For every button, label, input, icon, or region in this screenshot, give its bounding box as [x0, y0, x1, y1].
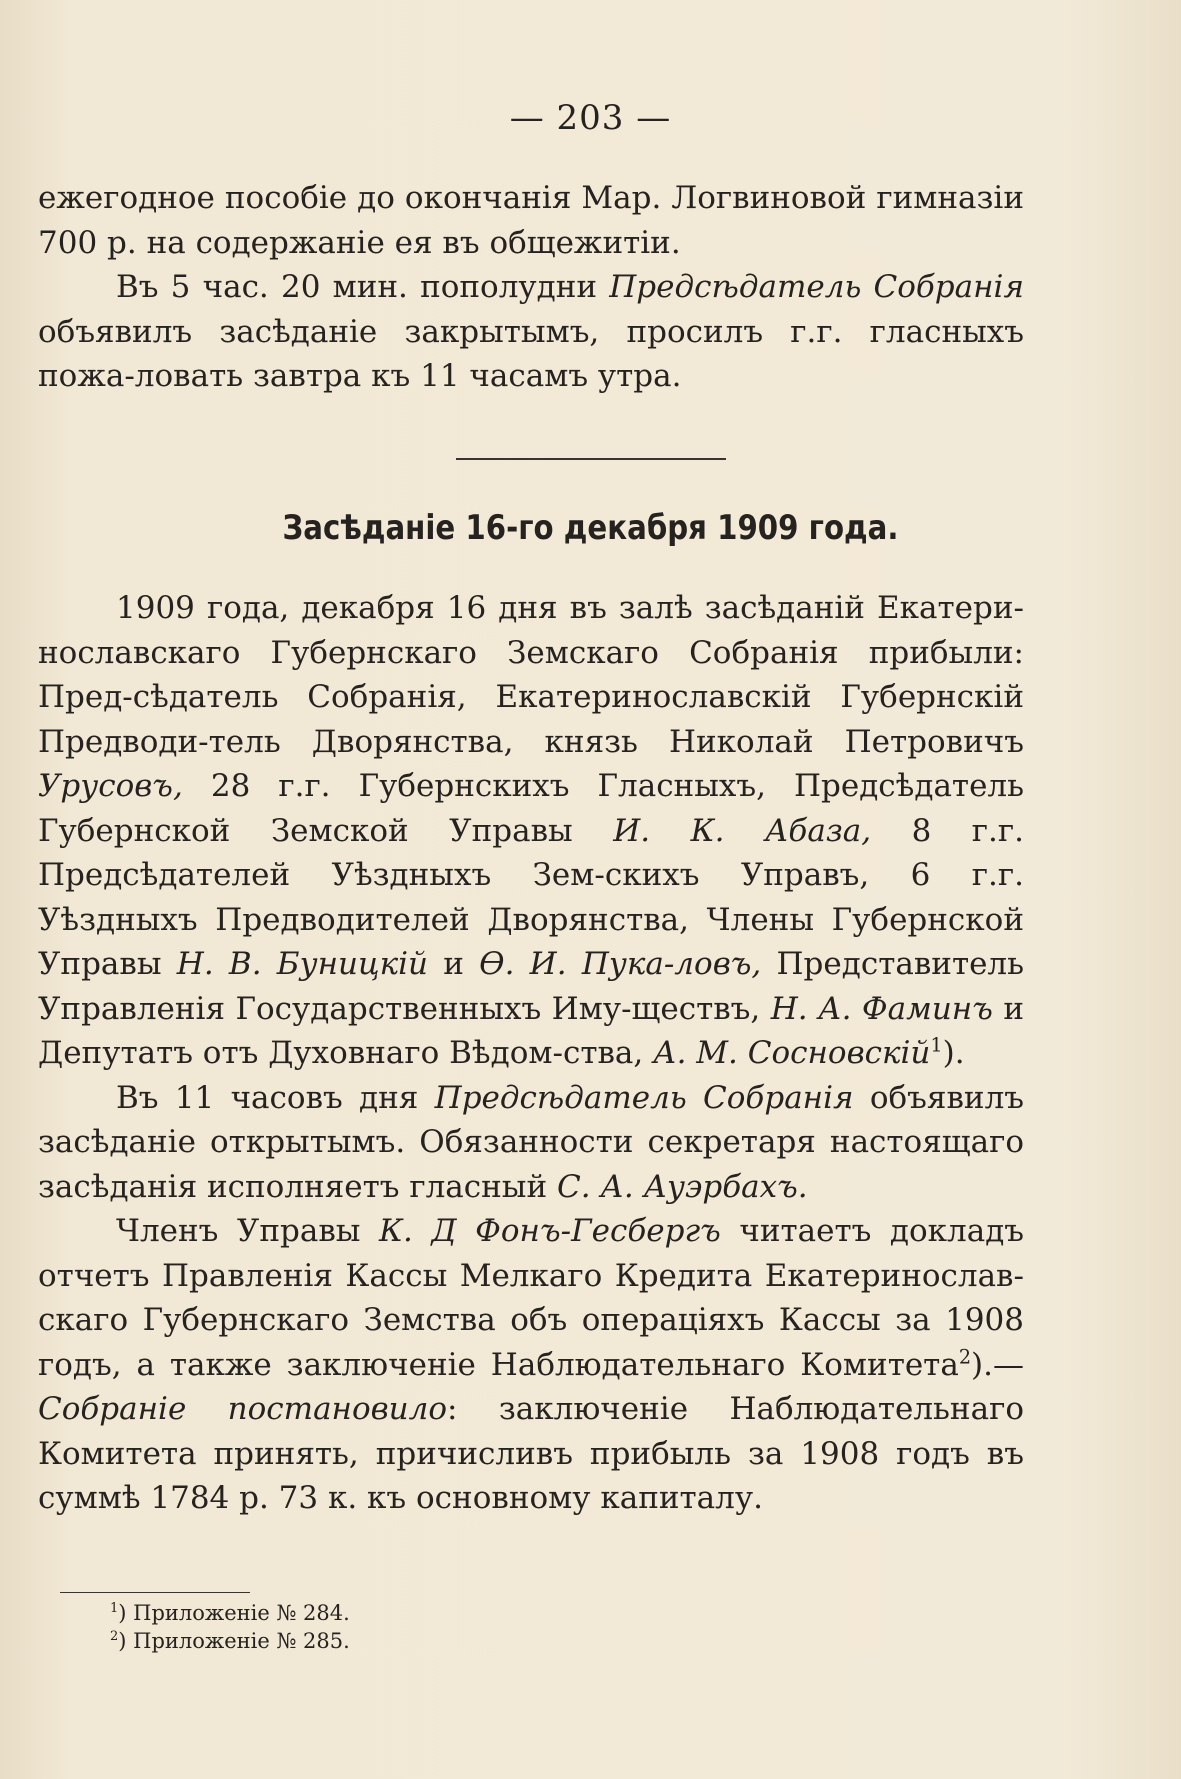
paragraph-text: объявилъ засѣданіе закрытымъ, просилъ г.г. гласныхъ пожа-ловать завтра къ 11 часамъ утра.: [38, 313, 1024, 394]
footnotes: [110, 1599, 350, 1655]
paragraph-text: : заключеніе Наблюдательнаго Комитета принять, причисливъ прибыль за 1908 годъ въ суммѣ 1784 р. 73 к. къ основному капиталу.: [38, 1391, 1024, 1516]
italic-name: Ѳ. И. Пука-ловъ,: [479, 946, 762, 982]
italic-name: Урусовъ,: [38, 768, 183, 804]
paragraph-closing: [38, 265, 1024, 399]
footnote-rule: [60, 1592, 250, 1593]
footnote-ref: 2: [958, 1345, 972, 1369]
paragraph-text: Представитель Управленія Государственныхъ Иму-ществъ,: [38, 946, 1025, 1027]
footnote-text: ) Приложеніе № 284.: [118, 1601, 350, 1625]
paragraph-text: ).—: [971, 1346, 1024, 1383]
paragraph-text: и Депутатъ отъ Духовнаго Вѣдом-ства,: [38, 990, 1025, 1071]
paragraph-continuation: [38, 176, 1024, 265]
italic-name: И. К. Абаза,: [613, 812, 872, 849]
paragraph-text: Въ 11 часовъ дня: [116, 1079, 435, 1116]
italic-name: Предсѣдатель Собранія: [609, 269, 1024, 305]
paragraph-text: 8 г.г. Предсѣдателей Уѣздныхъ Зем-скихъ Управъ, 6 г.г. Уѣздныхъ Предводителей Дворянства, Члены Губернской Управы: [38, 812, 1024, 982]
paragraph-text: ежегодное пособіе до окончанія Мар. Логвиновой гимназіи 700 р. на содержаніе ея въ общежитіи.: [38, 180, 1024, 261]
footnote-item: [110, 1599, 350, 1627]
footnote-text: ) Приложеніе № 285.: [118, 1629, 350, 1653]
top-text-block: [38, 176, 1024, 399]
italic-name: С. А. Ауэрбахъ.: [556, 1168, 808, 1205]
paragraph-text: 28 г.г. Губернскихъ Гласныхъ, Предсѣдатель Губернской Земской Управы: [38, 768, 1024, 849]
paragraph-text: Членъ Управы: [116, 1213, 379, 1249]
paragraph-text: объявилъ засѣданіе открытымъ. Обязанности секретаря настоящаго засѣданія исполняетъ гласный: [38, 1079, 1024, 1205]
paragraph-attendance: [38, 586, 1024, 1076]
paragraph-text: 1909 года, декабря 16 дня въ залѣ засѣданій Екатери-нославскаго Губернскаго Земскаго Собранія прибыли: Пред-сѣдатель Собранія, Екатеринославскій Губернскій Предводи-тель Дворянства, князь Николай Петровичъ: [38, 590, 1024, 760]
section-title: Засѣданіе 16-го декабря 1909 года.: [282, 508, 899, 548]
paragraph-report: [38, 1209, 1024, 1521]
footnote-item: [110, 1627, 350, 1655]
page-number: — 203 —: [509, 98, 672, 138]
paragraph-text: читаетъ докладъ отчетъ Правленія Кассы Мелкаго Кредита Екатеринослав-скаго Губернскаго Земства объ операціяхъ Кассы за 1908 годъ, а также заключеніе Наблюдательнаго Комитета: [38, 1213, 1024, 1383]
paragraph-text: Въ 5 час. 20 мин. пополудни: [116, 269, 610, 305]
main-text-block: [38, 586, 1024, 1521]
italic-name: Н. А. Фаминъ: [770, 990, 993, 1027]
italic-name: Н. В. Буницкій: [176, 946, 428, 982]
italic-name: К. Д Фонъ-Гесбергъ: [379, 1213, 721, 1249]
paragraph-text: ).: [942, 1035, 965, 1071]
italic-resolution: Собраніе постановило: [38, 1391, 448, 1427]
footnote-mark: 1: [110, 1601, 119, 1616]
italic-name: Предсѣдатель Собранія: [434, 1079, 854, 1116]
footnote-mark: 2: [110, 1629, 119, 1644]
italic-name: А. М. Сосновскій: [653, 1035, 931, 1071]
paragraph-text: и: [427, 946, 480, 982]
footnote-ref: 1: [930, 1033, 943, 1057]
section-separator: [456, 458, 726, 460]
paragraph-opening: [38, 1076, 1024, 1210]
